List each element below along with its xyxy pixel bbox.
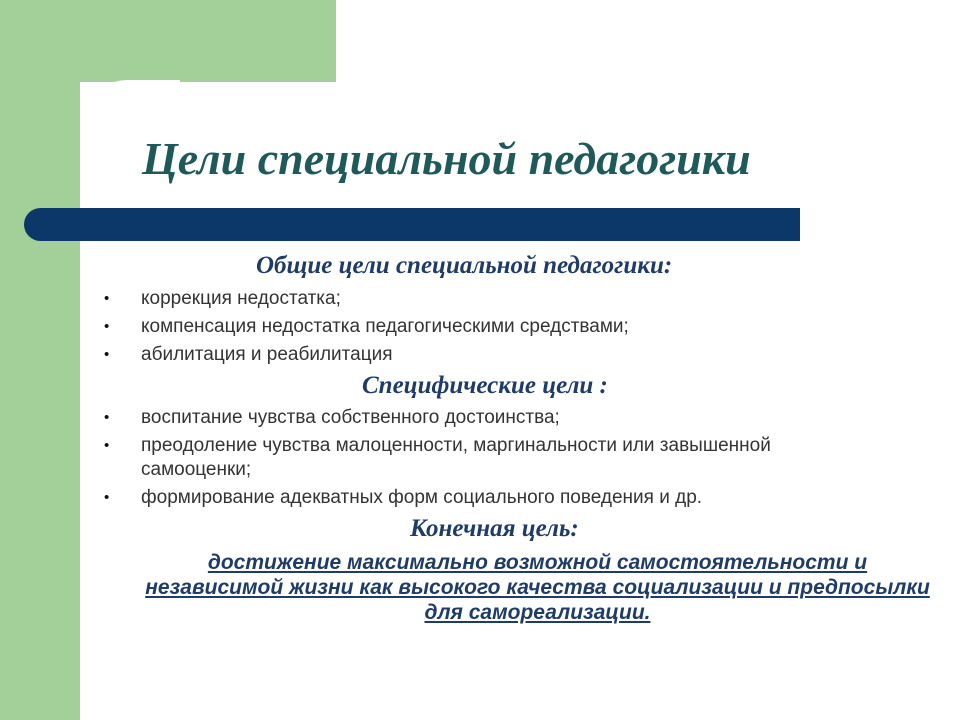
list-item (104, 315, 804, 339)
specific-goals-heading: Специфические цели : (362, 372, 608, 399)
bullet-icon: • (104, 489, 110, 506)
specific-goals-list (104, 406, 824, 510)
list-item (104, 434, 824, 482)
list-item-text: воспитание чувства собственного достоинства; (141, 407, 560, 428)
list-item-text: коррекция недостатка; (141, 288, 341, 309)
list-item-text: преодоление чувства малоценности, маргинальности или завышенной самооценки; (141, 435, 771, 480)
general-goals-list (104, 287, 804, 367)
final-goal-text: достижение максимально возможной самостоятельности и независимой жизни как высокого качества социализации и предпосылки для самореализации. (145, 551, 930, 624)
list-item-text: абилитация и реабилитация (141, 344, 393, 365)
list-item-text: формирование адекватных форм социального поведения и др. (141, 487, 703, 508)
bullet-icon: • (104, 290, 110, 307)
final-goal-heading: Конечная цель: (410, 515, 579, 542)
slide-title: Цели специальной педагогики (142, 133, 751, 184)
list-item-text: компенсация недостатка педагогическими средствами; (141, 316, 629, 337)
green-accent-left (0, 0, 80, 720)
list-item (104, 486, 824, 510)
bullet-icon: • (104, 437, 110, 454)
bullet-icon: • (104, 318, 110, 335)
title-underline-bar (24, 208, 800, 241)
bullet-icon: • (104, 409, 110, 426)
list-item (104, 343, 804, 367)
bullet-icon: • (104, 346, 110, 363)
general-goals-heading: Общие цели специальной педагогики: (256, 252, 673, 279)
list-item (104, 287, 804, 311)
list-item (104, 406, 824, 430)
